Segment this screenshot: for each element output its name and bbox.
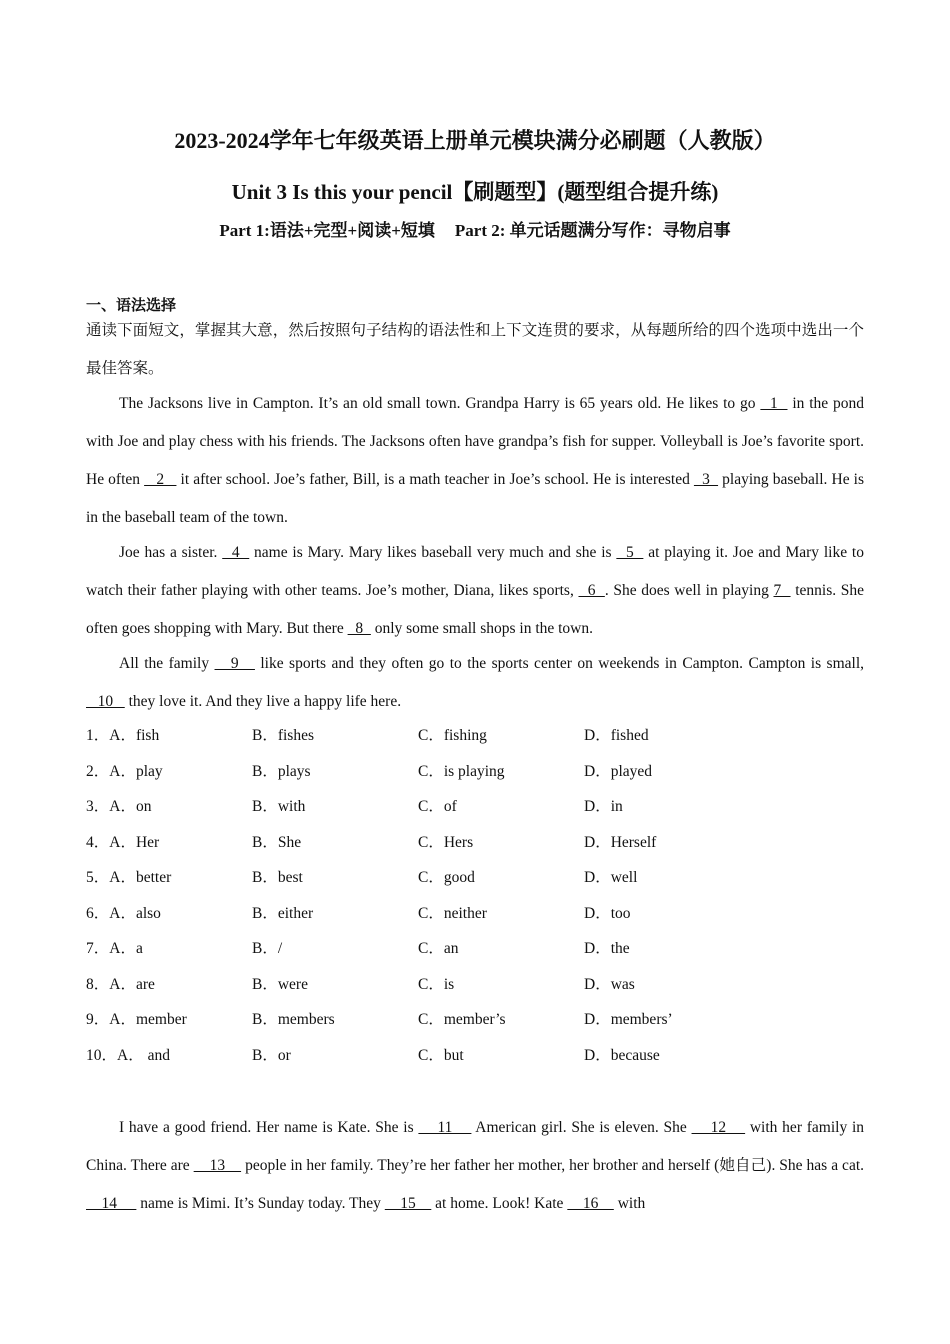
passage-text: with her family in China. There are <box>86 1119 865 1174</box>
passage-text: tennis. She often goes shopping with Mary. But there <box>86 582 864 637</box>
question-row <box>86 967 864 1003</box>
part-2-label: Part 2: 单元话题满分写作：寻物启事 <box>454 221 731 240</box>
question-option-b: B．members <box>252 1011 335 1028</box>
question-option-b: B．/ <box>252 940 283 957</box>
question-option-a: 8．A．are <box>86 975 155 993</box>
passage-text: I have a good friend. Her name is Kate. She is <box>119 1119 419 1136</box>
question-number: 7． <box>86 940 110 957</box>
question-row <box>86 896 864 932</box>
question-row <box>86 1038 864 1074</box>
passage-text: Joe has a sister. <box>119 544 223 561</box>
answer-blank: 5 <box>616 544 644 561</box>
part-1-label: Part 1:语法+完型+阅读+短填 <box>219 221 435 240</box>
instructions: 通读下面短文，掌握其大意，然后按照句子结构的语法性和上下文连贯的要求，从每题所给的四个选项中选出一个最佳答案。 <box>86 322 864 377</box>
question-row <box>86 789 864 825</box>
question-option-d: D．because <box>584 1046 660 1064</box>
passage-text: in the pond with Joe and play chess with his friends. The Jacksons often have grandpa’s fish for supper. Volleyball is Joe’s favorite sport. He often <box>86 395 865 488</box>
question-number: 10． <box>86 1046 118 1064</box>
question-row <box>86 754 864 790</box>
question-row <box>86 931 864 967</box>
question-option-d: D．too <box>584 904 631 922</box>
passage-text: American girl. She is eleven. She <box>471 1119 692 1136</box>
question-row <box>86 718 864 754</box>
question-option-d: D．Herself <box>584 833 657 851</box>
question-option-c: C．good <box>418 869 475 886</box>
passage-paragraph <box>86 385 864 537</box>
question-option-b: B．either <box>252 904 314 922</box>
question-number: 5． <box>86 869 110 886</box>
question-number: 4． <box>86 833 110 851</box>
question-number: 8． <box>86 975 110 993</box>
question-option-d: D．well <box>584 869 638 886</box>
question-option-c: C．but <box>418 1046 464 1064</box>
question-option-a: 3．A．on <box>86 798 152 815</box>
question-option-b: B．fishes <box>252 727 315 744</box>
question-option-c: C．member’s <box>418 1011 506 1028</box>
question-number: 2． <box>86 762 110 780</box>
question-options-list <box>86 718 864 1073</box>
answer-blank: 15 <box>384 1195 432 1212</box>
question-option-c: C．of <box>418 798 457 815</box>
question-option-c: C．neither <box>418 904 487 922</box>
question-option-b: B．best <box>252 869 303 886</box>
question-option-b: B．plays <box>252 762 311 780</box>
question-option-b: B．or <box>252 1046 291 1064</box>
question-row <box>86 860 864 896</box>
answer-blank: 8 <box>347 620 371 637</box>
question-option-c: C．is <box>418 975 455 993</box>
question-option-c: C．an <box>418 940 459 957</box>
question-option-a: 10．A． and <box>86 1046 170 1064</box>
passage-text: they love it. And they live a happy life here. <box>124 693 402 710</box>
answer-blank: 3 <box>693 471 719 488</box>
passage-text: only some small shops in the town. <box>370 620 594 637</box>
answer-blank: 7 <box>773 582 791 599</box>
section-heading-grammar: 一、语法选择 <box>86 298 177 314</box>
answer-blank: 1 <box>760 395 788 412</box>
answer-blank: 4 <box>222 544 250 561</box>
question-option-a: 9．A．member <box>86 1011 187 1028</box>
answer-blank: 2 <box>144 471 177 488</box>
question-option-c: C．is playing <box>418 762 505 780</box>
question-option-b: B．with <box>252 798 306 815</box>
passage-paragraph <box>86 1109 864 1223</box>
passage-text: like sports and they often go to the sports center on weekends in Campton. Campton is small, <box>254 655 865 672</box>
passage-text: at home. Look! Kate <box>431 1195 568 1212</box>
passage-text: name is Mimi. It’s Sunday today. They <box>136 1195 385 1212</box>
question-option-d: D．played <box>584 762 653 780</box>
unit-subtitle: Unit 3 Is this your pencil【刷题型】(题型组合提升练) <box>231 180 719 204</box>
passage-paragraph <box>86 534 864 648</box>
question-option-a: 2．A．play <box>86 762 163 780</box>
question-option-a: 7．A．a <box>86 940 143 957</box>
question-option-d: D．in <box>584 798 623 815</box>
question-option-a: 1．A．fish <box>86 727 160 744</box>
question-number: 6． <box>86 904 110 922</box>
question-option-b: B．She <box>252 833 302 851</box>
passage-text: . She does well in playing <box>604 582 774 599</box>
answer-blank: 9 <box>214 655 255 672</box>
question-option-b: B．were <box>252 975 308 993</box>
question-option-c: C．fishing <box>418 727 487 744</box>
answer-blank: 12 <box>691 1119 746 1136</box>
question-option-a: 6．A．also <box>86 904 161 922</box>
question-option-d: D．was <box>584 975 635 993</box>
question-option-a: 5．A．better <box>86 869 172 886</box>
question-option-d: D．members’ <box>584 1011 673 1028</box>
answer-blank: 16 <box>567 1195 614 1212</box>
question-row <box>86 1002 864 1038</box>
passage-text: it after school. Joe’s father, Bill, is a math teacher in Joe’s school. He is interested <box>176 471 694 488</box>
passage-text: name is Mary. Mary likes baseball very much and she is <box>249 544 617 561</box>
answer-blank: 14 <box>86 1195 137 1212</box>
parts-line <box>0 216 950 241</box>
question-number: 3． <box>86 798 110 815</box>
question-number: 1． <box>86 727 110 744</box>
question-option-c: C．Hers <box>418 833 474 851</box>
question-option-a: 4．A．Her <box>86 833 160 851</box>
passage-text: All the family <box>119 655 215 672</box>
answer-blank: 11 <box>418 1119 472 1136</box>
passage-text: people in her family. They’re her father her mother, her brother and herself (她自己). She has a cat. <box>241 1157 865 1174</box>
question-row <box>86 825 864 861</box>
answer-blank: 6 <box>578 582 605 599</box>
answer-blank: 10 <box>86 693 125 710</box>
question-option-d: D．fished <box>584 727 649 744</box>
question-option-d: D．the <box>584 940 630 957</box>
passage-text: The Jacksons live in Campton. It’s an old small town. Grandpa Harry is 65 years old. He likes to go <box>119 395 761 412</box>
document-title: 2023-2024学年七年级英语上册单元模块满分必刷题（人教版） <box>174 128 776 153</box>
passage-text: at playing it. Joe and Mary like to watch their father playing with other teams. Joe’s mother, Diana, likes sports, <box>86 544 864 599</box>
answer-blank: 13 <box>193 1157 242 1174</box>
question-number: 9． <box>86 1011 110 1028</box>
passage-text: playing baseball. He is in the baseball team of the town. <box>86 471 865 526</box>
passage-text: with <box>613 1195 646 1212</box>
passage-paragraph <box>86 645 864 721</box>
